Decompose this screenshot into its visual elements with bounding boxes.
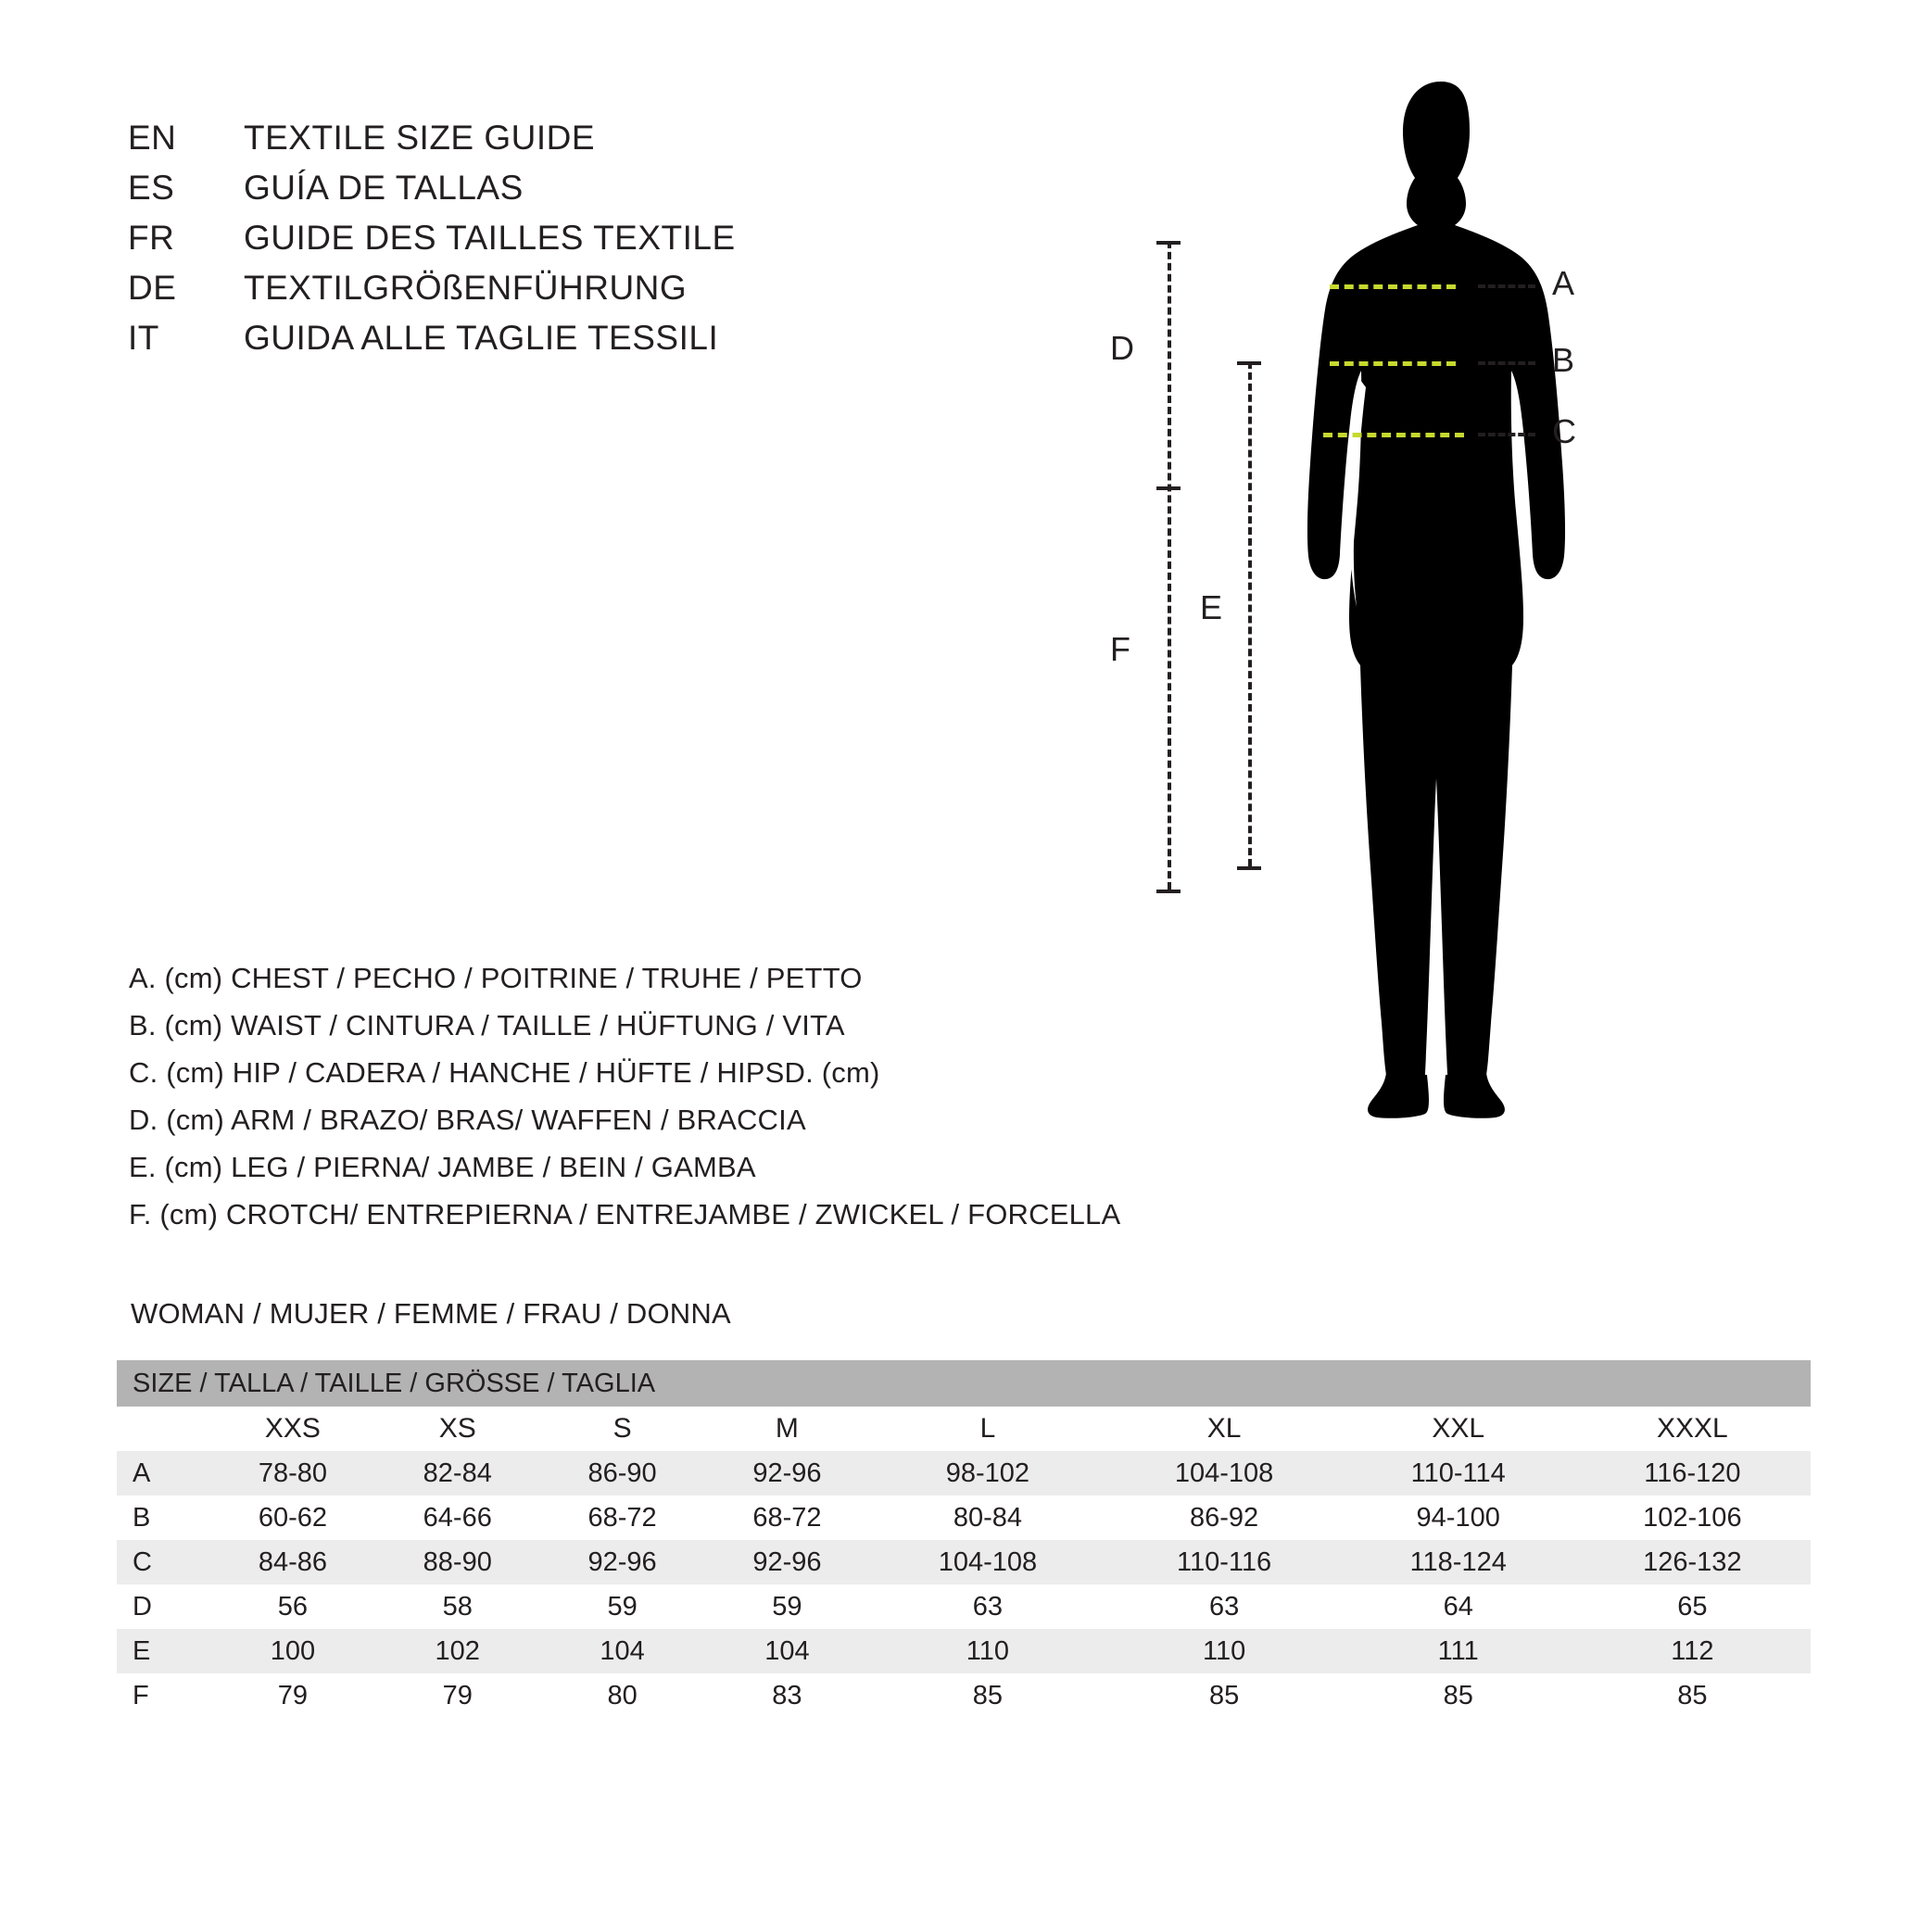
legend-item-a: A. (cm) CHEST / PECHO / POITRINE / TRUHE / PETTO [129, 962, 863, 994]
table-cell: 92-96 [704, 1451, 869, 1496]
chest-measure-line [1330, 284, 1456, 289]
label-A: A [1552, 264, 1575, 302]
legend-item-d: D. (cm) ARM / BRAZO/ BRAS/ WAFFEN / BRACCIA [129, 1104, 806, 1136]
label-D: D [1110, 329, 1134, 367]
row-label: C [117, 1540, 210, 1584]
label-E: E [1200, 588, 1223, 626]
table-cell: 63 [1106, 1584, 1343, 1629]
column-header: XXS [210, 1407, 375, 1451]
table-cell: 83 [704, 1673, 869, 1718]
table-row [117, 1496, 1811, 1540]
table-cell: 79 [375, 1673, 540, 1718]
table-cell: 88-90 [375, 1540, 540, 1584]
leg-length-bracket [1248, 361, 1252, 866]
table-cell: 85 [1106, 1673, 1343, 1718]
table-cell: 98-102 [869, 1451, 1105, 1496]
legend-item-c: C. (cm) HIP / CADERA / HANCHE / HÜFTE / HIPSD. (cm) [129, 1056, 880, 1089]
language-title: GUIDA ALLE TAGLIE TESSILI [244, 319, 719, 357]
hip-leader-line [1478, 433, 1535, 436]
crotch-bracket-top-cap [1156, 241, 1181, 245]
title-row [128, 319, 962, 369]
table-row [117, 1584, 1811, 1629]
table-row [117, 1629, 1811, 1673]
table-row [117, 1540, 1811, 1584]
row-label: F [117, 1673, 210, 1718]
table-cell: 85 [1343, 1673, 1574, 1718]
column-header: XXL [1343, 1407, 1574, 1451]
table-cell: 78-80 [210, 1451, 375, 1496]
table-cell: 56 [210, 1584, 375, 1629]
woman-silhouette-icon [1288, 74, 1594, 1167]
table-cell: 126-132 [1574, 1540, 1811, 1584]
table-cell: 68-72 [704, 1496, 869, 1540]
language-title: TEXTILE SIZE GUIDE [244, 119, 596, 157]
column-header: S [540, 1407, 705, 1451]
chest-leader-line [1478, 284, 1535, 288]
table-cell: 104-108 [869, 1540, 1105, 1584]
label-C: C [1552, 412, 1576, 450]
hip-measure-line [1323, 433, 1464, 437]
language-title: GUÍA DE TALLAS [244, 169, 524, 207]
body-measurement-diagram [1110, 74, 1890, 1186]
table-cell: 110 [1106, 1629, 1343, 1673]
table-column-headers [117, 1407, 1811, 1451]
language-title: TEXTILGRÖßENFÜHRUNG [244, 269, 688, 307]
table-cell: 60-62 [210, 1496, 375, 1540]
table-cell: 104-108 [1106, 1451, 1343, 1496]
language-title: GUIDE DES TAILLES TEXTILE [244, 219, 736, 257]
table-cell: 118-124 [1343, 1540, 1574, 1584]
title-row [128, 269, 962, 319]
table-cell: 64-66 [375, 1496, 540, 1540]
row-label: E [117, 1629, 210, 1673]
title-row [128, 169, 962, 219]
table-cell: 110-114 [1343, 1451, 1574, 1496]
column-header: XL [1106, 1407, 1343, 1451]
corner-cell [117, 1407, 210, 1451]
language-code: FR [128, 219, 175, 257]
label-F: F [1110, 630, 1130, 668]
table-cell: 59 [540, 1584, 705, 1629]
legend-item-b: B. (cm) WAIST / CINTURA / TAILLE / HÜFTUNG / VITA [129, 1009, 845, 1041]
leg-bracket-bottom-cap [1237, 866, 1261, 870]
group-label: WOMAN / MUJER / FEMME / FRAU / DONNA [131, 1297, 731, 1330]
size-chart-table [117, 1360, 1811, 1718]
table-cell: 85 [869, 1673, 1105, 1718]
table-cell: 58 [375, 1584, 540, 1629]
language-code: ES [128, 169, 175, 207]
title-row [128, 119, 962, 169]
table-cell: 111 [1343, 1629, 1574, 1673]
language-code: IT [128, 319, 159, 357]
table-cell: 64 [1343, 1584, 1574, 1629]
waist-leader-line [1478, 361, 1535, 365]
table-cell: 59 [704, 1584, 869, 1629]
table-cell: 112 [1574, 1629, 1811, 1673]
table-cell: 85 [1574, 1673, 1811, 1718]
language-code: EN [128, 119, 177, 157]
label-B: B [1552, 341, 1575, 379]
table-cell: 92-96 [704, 1540, 869, 1584]
row-label: A [117, 1451, 210, 1496]
language-title-block [128, 119, 962, 369]
column-header: M [704, 1407, 869, 1451]
table-cell: 104 [540, 1629, 705, 1673]
row-label: D [117, 1584, 210, 1629]
table-band-label: SIZE / TALLA / TAILLE / GRÖSSE / TAGLIA [117, 1360, 1811, 1407]
table-cell: 100 [210, 1629, 375, 1673]
table-cell: 104 [704, 1629, 869, 1673]
legend-item-f: F. (cm) CROTCH/ ENTREPIERNA / ENTREJAMBE / ZWICKEL / FORCELLA [129, 1198, 1121, 1231]
table-cell: 79 [210, 1673, 375, 1718]
waist-measure-line [1330, 361, 1456, 366]
arm-bracket-bottom-cap [1156, 486, 1181, 490]
table-cell: 110-116 [1106, 1540, 1343, 1584]
table-cell: 110 [869, 1629, 1105, 1673]
table-cell: 68-72 [540, 1496, 705, 1540]
table-cell: 86-90 [540, 1451, 705, 1496]
table-band-row [117, 1360, 1811, 1407]
column-header: XS [375, 1407, 540, 1451]
table-cell: 65 [1574, 1584, 1811, 1629]
legend-item-e: E. (cm) LEG / PIERNA/ JAMBE / BEIN / GAMBA [129, 1151, 756, 1183]
table-cell: 80 [540, 1673, 705, 1718]
column-header: L [869, 1407, 1105, 1451]
crotch-bracket-bottom-cap [1156, 890, 1181, 893]
table-cell: 92-96 [540, 1540, 705, 1584]
table-row [117, 1451, 1811, 1496]
table-cell: 94-100 [1343, 1496, 1574, 1540]
table-cell: 86-92 [1106, 1496, 1343, 1540]
row-label: B [117, 1496, 210, 1540]
table-cell: 102 [375, 1629, 540, 1673]
table-cell: 84-86 [210, 1540, 375, 1584]
table-cell: 80-84 [869, 1496, 1105, 1540]
title-row [128, 219, 962, 269]
table-cell: 63 [869, 1584, 1105, 1629]
table-cell: 82-84 [375, 1451, 540, 1496]
leg-bracket-top-cap [1237, 361, 1261, 365]
table-cell: 102-106 [1574, 1496, 1811, 1540]
table-cell: 116-120 [1574, 1451, 1811, 1496]
table-row [117, 1673, 1811, 1718]
crotch-length-bracket [1168, 241, 1171, 890]
measurement-legend [129, 954, 1241, 1238]
language-code: DE [128, 269, 177, 307]
column-header: XXXL [1574, 1407, 1811, 1451]
